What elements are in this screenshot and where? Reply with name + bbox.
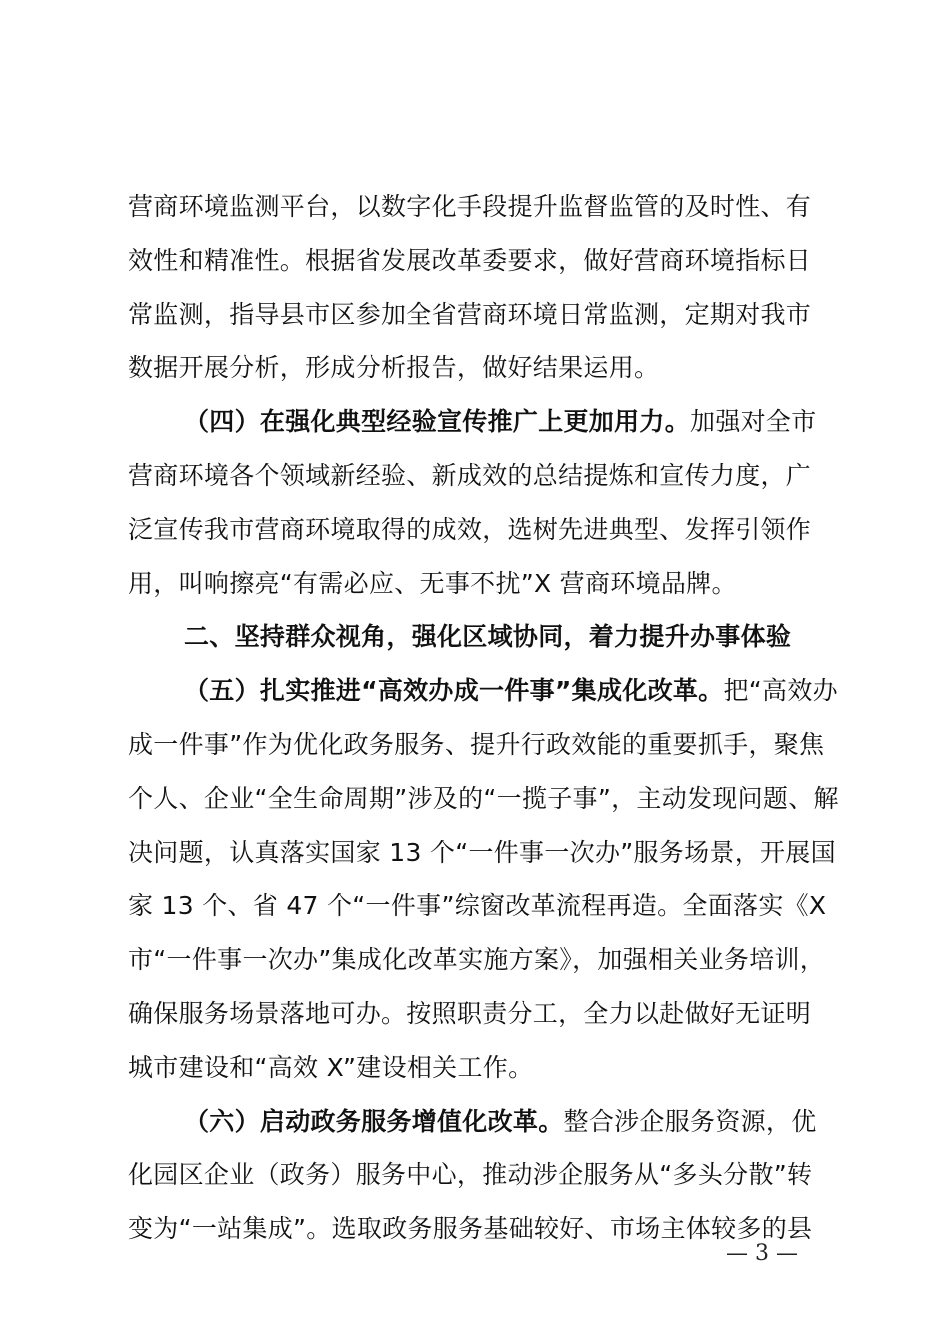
text-line: 营商环境监测平台，以数字化手段提升监督监管的及时性、有 [128,192,812,221]
text-line: 决问题，认真落实国家 13 个“一件事一次办”服务场景，开展国 [128,837,836,867]
text-line [128,664,848,718]
text-line: 泛宣传我市营商环境取得的成效，选树先进典型、发挥引领作 [128,514,812,544]
text-line: 确保服务场景落地可办。按照职责分工，全力以赴做好无证明 [128,998,812,1028]
text-line: 化园区企业（政务）服务中心，推动涉企服务从“多头分散”转 [128,1160,813,1190]
paragraph-item-5 [128,664,848,1094]
paragraph-heading: （六）启动政务服务增值化改革。 [184,1106,564,1136]
paragraph-heading: （四）在强化典型经验宣传推广上更加用力。 [184,407,691,437]
text-line [128,395,848,449]
document-body [128,180,848,1256]
text-line: 数据开展分析，形成分析报告，做好结果运用。 [128,353,660,383]
text-line: 成一件事”作为优化政务服务、提升行政效能的重要抓手，聚焦 [128,729,825,759]
text-line: 城市建设和“高效 X”建设相关工作。 [128,1052,534,1082]
paragraph-item-6 [128,1095,848,1256]
text-line [128,1095,848,1149]
text-line: 营商环境各个领域新经验、新成效的总结提炼和宣传力度，广 [128,460,812,490]
text-line: 个人、企业“全生命周期”涉及的“一揽子事”，主动发现问题、解 [128,783,839,813]
text-line: 变为“一站集成”。选取政务服务基础较好、市场主体较多的县 [128,1214,813,1244]
section-title: 二、坚持群众视角，强化区域协同，着力提升办事体验 [184,622,792,652]
paragraph-text: 把“高效办 [723,676,838,706]
text-line: 效性和精准性。根据省发展改革委要求，做好营商环境指标日 [128,245,812,275]
paragraph-heading: （五）扎实推进“高效办成一件事”集成化改革。 [184,676,724,706]
paragraph-text: 整合涉企服务资源，优 [563,1106,817,1136]
paragraph-continuation [128,180,848,395]
page-number: — 3 — [726,1241,798,1266]
paragraph-text: 加强对全市 [690,407,817,437]
text-line: 市“一件事一次办”集成化改革实施方案》，加强相关业务培训， [128,945,826,975]
text-line: 用，叫响擦亮“有需必应、无事不扰”X 营商环境品牌。 [128,568,737,598]
text-line: 家 13 个、省 47 个“一件事”综窗改革流程再造。全面落实《X [128,891,827,921]
text-line: 常监测，指导县市区参加全省营商环境日常监测，定期对我市 [128,299,812,329]
paragraph-item-4 [128,395,848,610]
